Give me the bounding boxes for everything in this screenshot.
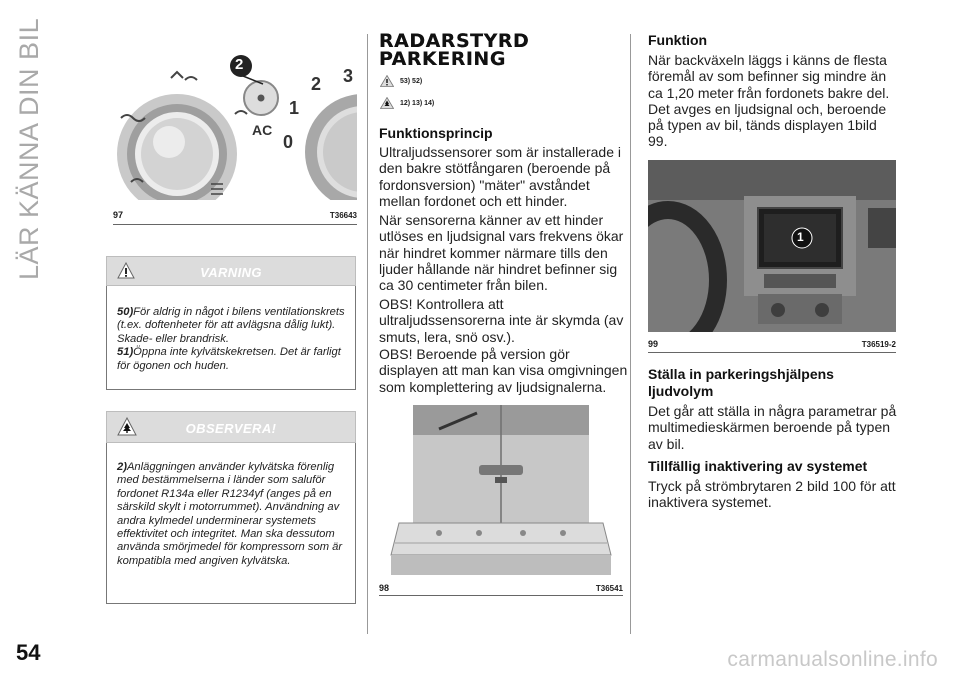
figure-98-number: 98: [379, 583, 390, 593]
fan-speed-0: 0: [283, 132, 294, 152]
paragraph-inaktivering: Tryck på strömbrytaren 2 bild 100 för att inaktivera systemet.: [648, 478, 896, 511]
van-rear-bumper-illustration: [379, 405, 623, 575]
dashboard-display-illustration: [648, 160, 896, 332]
note-title: OBSERVERA!: [185, 421, 277, 436]
paragraph-obs-display: OBS! Beroende på version gör displayen att man kan visa omgivningen som komplettering av ljudsignalerna.: [379, 346, 628, 395]
figure-99-number: 99: [648, 339, 659, 349]
paragraph-funktionsprincip-2: När sensorerna känner av ett hinder utlöses en ljudsignal vars frekvens ökar när hindret kommer närmare tills den ljuder hållande när hindret befinner sig ca 30 centimeter från bilen.: [379, 212, 624, 294]
warning-item-50: 50)För aldrig in något i bilens ventilationskrets (t.ex. doftenheter för att avlägsna dålig lukt). Skade- eller brandrisk.: [117, 306, 345, 345]
heading-ljudvolym: Ställa in parkeringshjälpens ljudvolym: [648, 366, 834, 399]
figure-97-code: T36643: [329, 211, 357, 220]
reference-warning-row: [380, 75, 422, 87]
heading-inaktivering: Tillfällig inaktivering av systemet: [648, 458, 868, 474]
figure-97-number: 97: [113, 210, 124, 220]
side-section-title: [14, 17, 54, 280]
paragraph-obs-sensors: OBS! Kontrollera att ultraljudssensorerna inte är skymda (av smuts, lera, snö osv.).: [379, 296, 624, 345]
warning-body: [117, 306, 347, 373]
paragraph-ljudvolym: Det går att ställa in några parametrar på multimedieskärmen beroende på typen av bil.: [648, 403, 897, 452]
reference-note-row: [380, 97, 434, 109]
figure-97: [113, 34, 357, 225]
side-title-text: LÄR KÄNNA DIN BIL: [14, 17, 44, 280]
section-title-line2: PARKERING: [379, 48, 506, 70]
figure-97-image: [113, 34, 357, 200]
warning-references: 53) 52): [400, 77, 423, 85]
warning-box: [106, 257, 356, 390]
callout-2-label: 2: [235, 56, 244, 73]
note-body: 2)Anläggningen använder kylvätska förenlig med bestämmelserna i länder som saluför fordonet R134a eller R1234yf (anges på en särskild skylt i motorrummet). Användning av andra kylmedel underminerar systemets effektivitet och integritet. Man ska dessutom använda smörjmedel för kompressorn som är kompatibla med angiven kylvätska.: [117, 461, 343, 567]
heading-funktionsprincip: Funktionsprincip: [379, 125, 493, 141]
warning-header: [106, 256, 356, 286]
fan-speed-2: 2: [311, 74, 322, 94]
column-divider-right: [630, 34, 631, 634]
column-divider-left: [367, 34, 368, 634]
warning-title: VARNING: [200, 265, 262, 280]
figure-99-code: T36519-2: [861, 340, 896, 349]
callout-1-label: 1: [797, 230, 804, 244]
ac-label: AC: [252, 122, 273, 138]
paragraph-funktionsprincip-1: Ultraljudssensorer som är installerade i den bakre stötfångaren (beroende på fordonsversion) "mäter" avståndet mellan fordonet och ett hinder.: [379, 144, 621, 209]
environment-tree-icon: [380, 97, 394, 109]
warning-triangle-icon: [380, 75, 394, 87]
note-header: [106, 411, 356, 443]
figure-99: [648, 160, 896, 353]
fan-speed-1: 1: [289, 98, 300, 118]
section-title: [379, 32, 529, 68]
warning-item-51: 51)Öppna inte kylvätskekretsen. Det är farligt för ögonen och huden.: [117, 346, 341, 372]
figure-98: [379, 405, 623, 596]
fan-speed-3: 3: [343, 66, 354, 86]
figure-98-code: T36541: [595, 584, 623, 593]
page-number: 54: [16, 640, 41, 665]
figure-99-image: [648, 160, 896, 332]
section-title-line1: RADARSTYRD: [379, 30, 530, 52]
paragraph-funktion: När backväxeln läggs i känns de flesta föremål av som befinner sig mindre än ca 1,20 meter från fordonets bakre del. Det avges en ljudsignal och, beroende på typen av bil, tänds displayen 1bild 99.: [648, 52, 890, 150]
figure-98-image: [379, 405, 623, 575]
note-box: [106, 412, 356, 604]
note-references: 12) 13) 14): [400, 99, 435, 107]
heading-funktion: Funktion: [648, 32, 708, 48]
site-watermark: carmanualsonline.info: [727, 648, 938, 671]
